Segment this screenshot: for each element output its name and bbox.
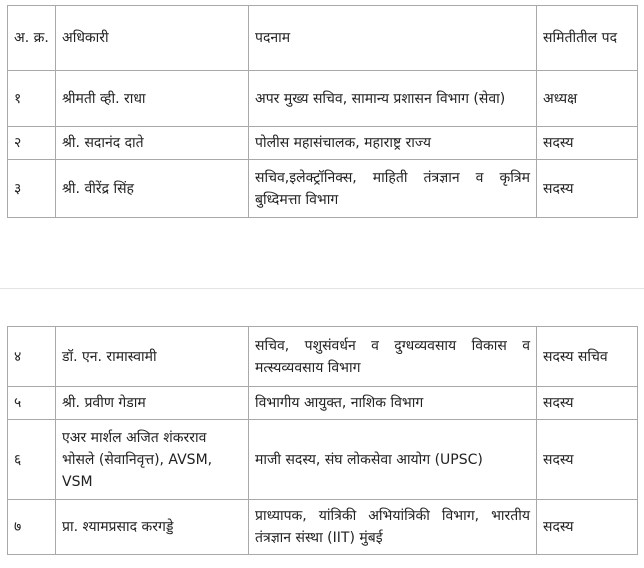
row-designation: विभागीय आयुक्त, नाशिक विभाग bbox=[249, 387, 537, 420]
page-divider bbox=[0, 288, 644, 289]
committee-table-top bbox=[7, 5, 638, 218]
header-serial: अ. क्र. bbox=[8, 6, 56, 71]
row-designation: सचिव, पशुसंवर्धन व दुग्धव्यवसाय विकास व मत्स्यव्यवसाय विभाग bbox=[249, 327, 537, 387]
row-serial: ६ bbox=[8, 420, 56, 500]
table-row bbox=[8, 71, 638, 127]
table-row bbox=[8, 127, 638, 160]
row-serial: १ bbox=[8, 71, 56, 127]
row-designation: अपर मुख्य सचिव, सामान्य प्रशासन विभाग (सेवा) bbox=[249, 71, 537, 127]
row-serial: ५ bbox=[8, 387, 56, 420]
row-officer: एअर मार्शल अजित शंकरराव भोसले (सेवानिवृत्त), AVSM, VSM bbox=[56, 420, 249, 500]
row-officer: श्री. सदानंद दाते bbox=[56, 127, 249, 160]
row-serial: २ bbox=[8, 127, 56, 160]
row-committee-post: सदस्य bbox=[537, 420, 638, 500]
table-row bbox=[8, 500, 638, 555]
row-officer: श्री. वीरेंद्र सिंह bbox=[56, 160, 249, 218]
row-committee-post: सदस्य bbox=[537, 387, 638, 420]
committee-table-bottom bbox=[7, 326, 638, 555]
row-officer: श्रीमती व्ही. राधा bbox=[56, 71, 249, 127]
header-officer: अधिकारी bbox=[56, 6, 249, 71]
row-officer: प्रा. श्यामप्रसाद करगड्डे bbox=[56, 500, 249, 555]
table-header-row bbox=[8, 6, 638, 71]
table-row bbox=[8, 387, 638, 420]
row-committee-post: सदस्य सचिव bbox=[537, 327, 638, 387]
row-officer: डॉ. एन. रामास्वामी bbox=[56, 327, 249, 387]
header-committee-post: समितीतील पद bbox=[537, 6, 638, 71]
table-row bbox=[8, 327, 638, 387]
row-designation: प्राध्यापक, यांत्रिकी अभियांत्रिकी विभाग, भारतीय तंत्रज्ञान संस्था (IIT) मुंबई bbox=[249, 500, 537, 555]
row-committee-post: अध्यक्ष bbox=[537, 71, 638, 127]
row-designation: पोलीस महासंचालक, महाराष्ट्र राज्य bbox=[249, 127, 537, 160]
row-officer: श्री. प्रवीण गेडाम bbox=[56, 387, 249, 420]
row-committee-post: सदस्य bbox=[537, 127, 638, 160]
row-designation: माजी सदस्य, संघ लोकसेवा आयोग (UPSC) bbox=[249, 420, 537, 500]
row-serial: ३ bbox=[8, 160, 56, 218]
table-row bbox=[8, 420, 638, 500]
header-designation: पदनाम bbox=[249, 6, 537, 71]
row-designation: सचिव,इलेक्ट्रॉनिक्स, माहिती तंत्रज्ञान व कृत्रिम बुध्दिमत्ता विभाग bbox=[249, 160, 537, 218]
row-committee-post: सदस्य bbox=[537, 160, 638, 218]
row-committee-post: सदस्य bbox=[537, 500, 638, 555]
row-serial: ४ bbox=[8, 327, 56, 387]
table-row bbox=[8, 160, 638, 218]
row-serial: ७ bbox=[8, 500, 56, 555]
